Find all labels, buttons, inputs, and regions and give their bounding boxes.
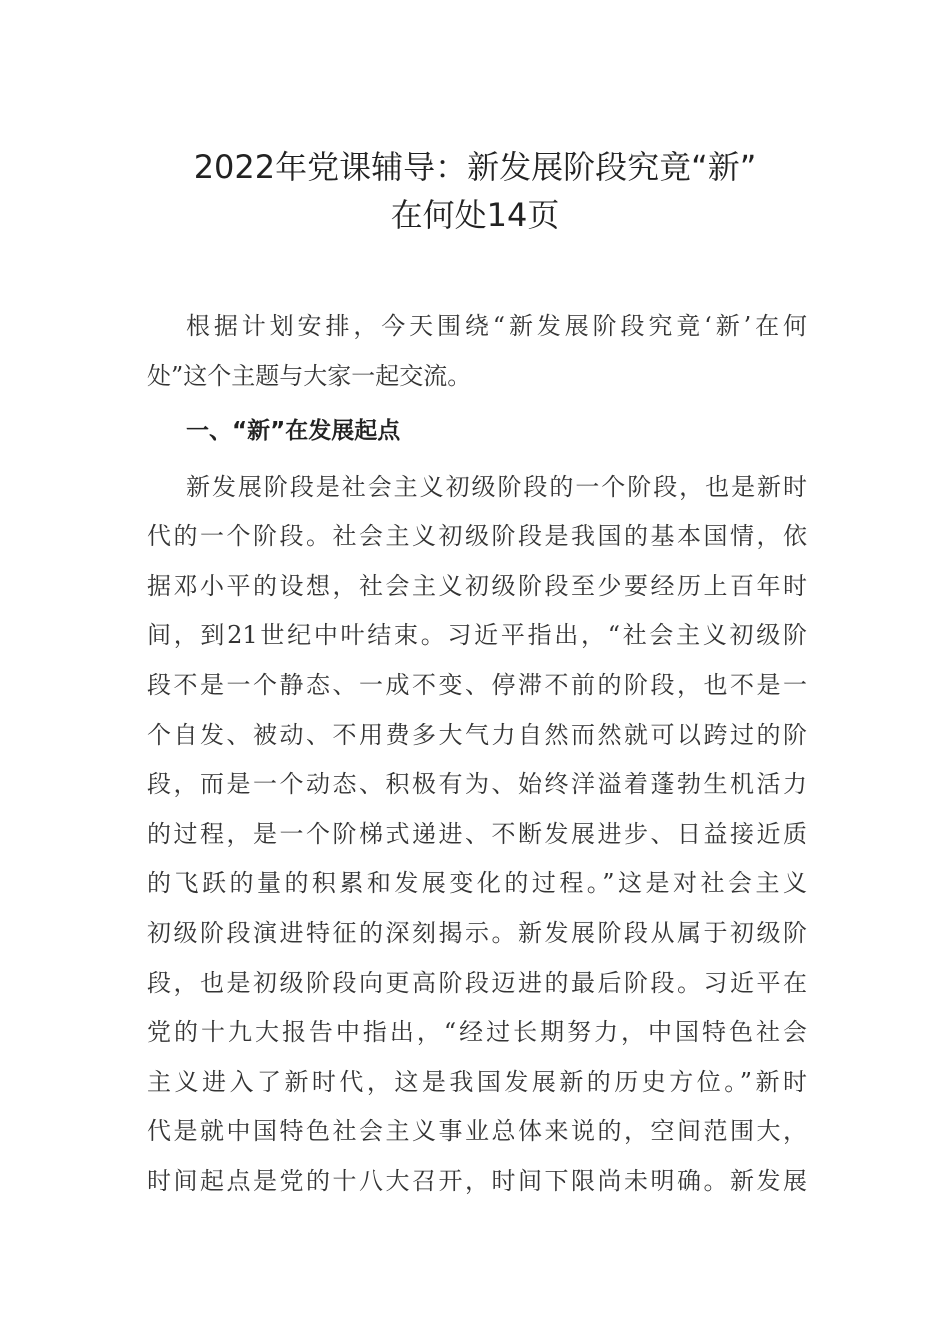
body-line: 的飞跃的量的积累和发展变化的过程。”这是对社会主义 <box>147 869 807 897</box>
body-line: 时间起点是党的十八大召开，时间下限尚未明确。新发展 <box>147 1167 807 1195</box>
body-line: 间，到21世纪中叶结束。习近平指出，“社会主义初级阶 <box>147 621 807 649</box>
body-line: 段，也是初级阶段向更高阶段迈进的最后阶段。习近平在 <box>147 969 807 997</box>
body-line: 段不是一个静态、一成不变、停滞不前的阶段，也不是一 <box>147 671 807 699</box>
body-line: 据邓小平的设想，社会主义初级阶段至少要经历上百年时 <box>147 572 807 600</box>
body-line: 主义进入了新时代，这是我国发展新的历史方位。”新时 <box>147 1068 807 1096</box>
body-line: 新发展阶段是社会主义初级阶段的一个阶段，也是新时 <box>186 473 807 501</box>
body-line: 初级阶段演进特征的深刻揭示。新发展阶段从属于初级阶 <box>147 919 807 947</box>
document-title-line-1: 2022年党课辅导：新发展阶段究竟“新” <box>193 148 757 186</box>
body-line: 代是就中国特色社会主义事业总体来说的，空间范围大， <box>147 1117 807 1145</box>
body-line: 代的一个阶段。社会主义初级阶段是我国的基本国情，依 <box>147 522 807 550</box>
document-title-line-2: 在何处14页 <box>390 196 560 234</box>
body-line: 党的十九大报告中指出，“经过长期努力，中国特色社会 <box>147 1018 807 1046</box>
body-line: 个自发、被动、不用费多大气力自然而然就可以跨过的阶 <box>147 721 807 749</box>
body-line: 的过程，是一个阶梯式递进、不断发展进步、日益接近质 <box>147 820 807 848</box>
intro-line: 处”这个主题与大家一起交流。 <box>147 362 472 390</box>
intro-line: 根据计划安排，今天围绕“新发展阶段究竟‘新’在何 <box>186 312 807 340</box>
body-line: 段，而是一个动态、积极有为、始终洋溢着蓬勃生机活力 <box>147 770 807 798</box>
section-heading: 一、“新”在发展起点 <box>186 418 401 444</box>
